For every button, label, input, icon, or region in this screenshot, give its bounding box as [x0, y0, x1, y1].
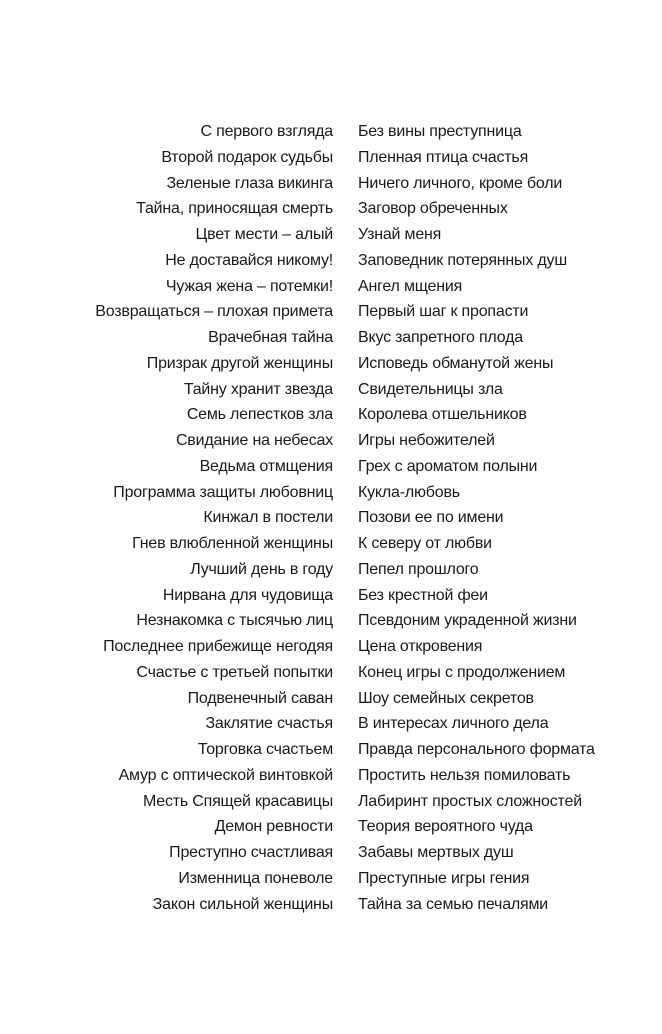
left-title: Чужая жена – потемки! [165, 277, 333, 295]
title-row [0, 222, 662, 248]
left-title: Подвенечный саван [187, 689, 333, 707]
right-title: Заповедник потерянных душ [358, 251, 567, 269]
right-title: Свидетельницы зла [358, 380, 503, 398]
left-title: Месть Спящей красавицы [142, 792, 333, 810]
right-title: Без вины преступница [358, 123, 522, 140]
title-row [0, 686, 662, 712]
title-row [0, 634, 662, 660]
right-title: Узнай меня [358, 226, 442, 243]
title-row [0, 814, 662, 840]
right-title: Конец игры с продолжением [358, 663, 566, 681]
right-title: Пепел прошлого [358, 560, 479, 578]
title-row [0, 789, 662, 815]
right-title: Лабиринт простых сложностей [358, 792, 582, 810]
left-title: Амур с оптической винтовкой [118, 766, 333, 784]
left-title: Не доставайся никому! [165, 251, 333, 269]
title-row [0, 737, 662, 763]
book-title-list [0, 119, 662, 917]
title-row [0, 763, 662, 789]
right-title: Преступные игры гения [358, 869, 530, 887]
left-title: Кинжал в постели [203, 509, 333, 527]
right-title: Королева отшельников [358, 406, 527, 424]
right-title: Грех с ароматом полыни [358, 457, 538, 475]
right-title: Ангел мщения [358, 277, 463, 295]
title-row [0, 480, 662, 506]
right-title: В интересах личного дела [358, 715, 549, 733]
right-title: Позови ее по имени [358, 509, 504, 527]
left-title: Зеленые глаза викинга [166, 174, 333, 192]
right-title: Цена откровения [358, 638, 483, 655]
left-title: Счастье с третьей попытки [136, 663, 333, 681]
right-title: Псевдоним украденной жизни [358, 612, 577, 630]
title-row [0, 557, 662, 583]
left-title: Цвет мести – алый [195, 226, 333, 243]
left-title: Возвращаться – плохая примета [95, 303, 333, 321]
right-title: Исповедь обманутой жены [358, 354, 554, 372]
title-row [0, 505, 662, 531]
right-title: Первый шаг к пропасти [358, 303, 529, 321]
left-title: Врачебная тайна [208, 329, 333, 346]
left-title: Свидание на небесах [175, 432, 333, 449]
left-title: Тайна, приносящая смерть [136, 200, 333, 218]
left-title: Последнее прибежище негодяя [103, 638, 333, 655]
left-title: Ведьма отмщения [199, 457, 333, 475]
right-title: Игры небожителей [358, 432, 495, 449]
right-title: Забавы мертвых душ [358, 844, 514, 861]
title-row [0, 402, 662, 428]
title-row [0, 428, 662, 454]
title-row [0, 145, 662, 171]
right-title: Тайна за семью печалями [358, 895, 549, 913]
left-title: Программа защиты любовниц [113, 483, 333, 501]
right-title: Ничего личного, кроме боли [358, 174, 563, 192]
title-row [0, 377, 662, 403]
left-title: Семь лепестков зла [186, 406, 333, 424]
right-title: Без крестной феи [358, 586, 488, 604]
left-title: Преступно счастливая [169, 844, 333, 861]
title-row [0, 299, 662, 325]
left-title: Нирвана для чудовища [162, 586, 333, 604]
title-row [0, 660, 662, 686]
right-title: К северу от любви [358, 535, 492, 552]
left-title: Гнев влюбленной женщины [132, 535, 333, 552]
title-row [0, 608, 662, 634]
right-title: Теория вероятного чуда [358, 818, 533, 836]
title-row [0, 248, 662, 274]
left-title: Призрак другой женщины [146, 354, 333, 372]
title-row [0, 196, 662, 222]
left-title: Торговка счастьем [197, 741, 333, 758]
title-row [0, 531, 662, 557]
left-title: Тайну хранит звезда [183, 380, 333, 398]
title-row [0, 711, 662, 737]
left-title: Незнакомка с тысячью лиц [136, 612, 333, 630]
left-title: Закон сильной женщины [152, 895, 333, 913]
title-row [0, 892, 662, 918]
left-title: Демон ревности [214, 818, 333, 836]
right-title: Простить нельзя помиловать [358, 766, 571, 784]
left-title: Изменница поневоле [178, 869, 333, 887]
left-title: Заклятие счастья [205, 715, 333, 733]
right-title: Кукла-любовь [358, 483, 460, 501]
title-row [0, 583, 662, 609]
right-title: Шоу семейных секретов [358, 689, 534, 707]
right-title: Вкус запретного плода [358, 329, 523, 346]
title-row [0, 325, 662, 351]
title-row [0, 866, 662, 892]
right-title: Заговор обреченных [358, 200, 508, 218]
title-row [0, 351, 662, 377]
left-title: Второй подарок судьбы [161, 148, 333, 166]
title-row [0, 171, 662, 197]
title-row [0, 274, 662, 300]
title-row [0, 119, 662, 145]
title-row [0, 840, 662, 866]
right-title: Пленная птица счастья [358, 148, 529, 166]
left-title: С первого взгляда [200, 123, 333, 140]
left-title: Лучший день в году [190, 560, 333, 578]
right-title: Правда персонального формата [358, 741, 595, 758]
title-row [0, 454, 662, 480]
